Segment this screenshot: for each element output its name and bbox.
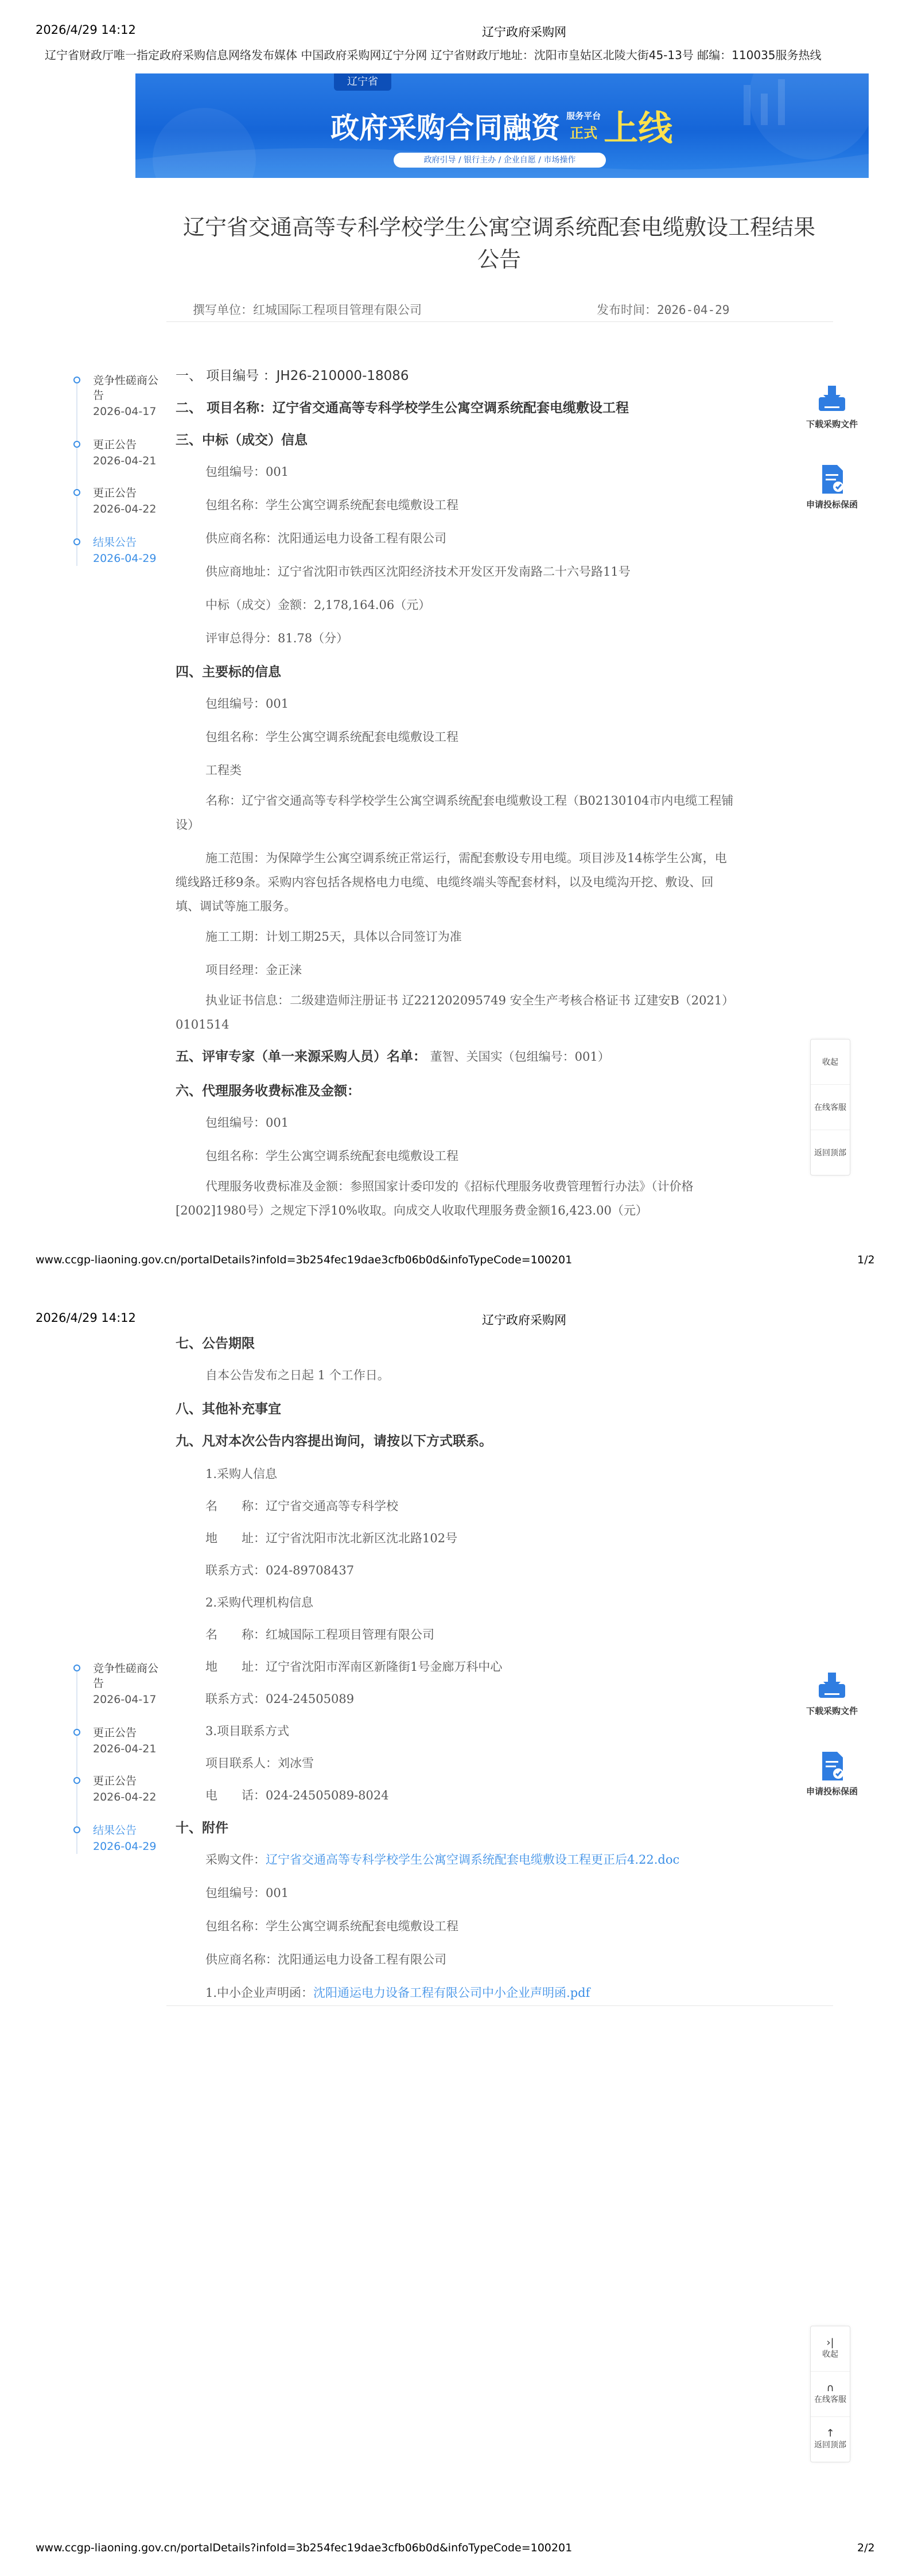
print-datetime: 2026/4/29 14:12 (36, 23, 136, 37)
title-divider (166, 321, 833, 322)
timeline-item[interactable]: 更正公告 2026-04-22 (93, 487, 157, 515)
attachment-pkg-no: 包组编号：001 (205, 1886, 289, 1900)
content-end-divider (166, 2005, 833, 2006)
print-url: www.ccgp-liaoning.gov.cn/portalDetails?infoId=3b254fec19dae3cfb06b0d&infoTypeCode=100201 (36, 1254, 573, 1266)
section-supplement: 八、其他补充事宜 (176, 1402, 281, 1417)
timeline-item[interactable]: 更正公告 2026-04-22 (93, 1775, 157, 1803)
contact-buyer-tel: 联系方式：024-89708437 (205, 1564, 355, 1577)
attachment-supplier: 供应商名称：沈阳通运电力设备工程有限公司 (205, 1953, 446, 1966)
timeline-dot (73, 1826, 80, 1833)
procurement-file-link[interactable]: 辽宁省交通高等专科学校学生公寓空调系统配套电缆敷设工程更正后4.22.doc (266, 1853, 680, 1867)
section-agency-fee: 六、代理服务收费标准及金额： (176, 1084, 360, 1099)
timeline-dot (73, 1777, 80, 1784)
award-pkg-name: 包组名称：学生公寓空调系统配套电缆敷设工程 (205, 498, 458, 512)
apply-guarantee-button[interactable]: 申请投标保函 (803, 1751, 861, 1797)
timeline-dot (73, 1665, 80, 1671)
banner-launch: 上线 (604, 108, 673, 149)
subject-pkg-no: 包组编号：001 (205, 697, 289, 711)
print-site-title: 辽宁政府采购网 (482, 25, 566, 39)
timeline-item[interactable]: 竞争性磋商公 告 2026-04-17 (93, 1662, 159, 1706)
award-pkg-no: 包组编号：001 (205, 465, 289, 479)
publish-date: 2026-04-29 (657, 303, 730, 317)
timeline-item-active[interactable]: 结果公告 2026-04-29 (93, 536, 157, 565)
download-icon (816, 383, 847, 414)
publish-meta: 发布时间：2026-04-29 (597, 303, 730, 317)
site-info-text: 辽宁省财政厅唯一指定政府采购信息网络发布媒体 中国政府采购网辽宁分网 辽宁省财政厅地址：沈阳市皇姑区北陵大街45-13号 邮编：110035服务热线 (45, 48, 822, 62)
contact-project-tel: 电 话：024-24505089-8024 (205, 1789, 389, 1802)
section-experts: 五、评审专家（单一来源采购人员）名单： 董智、关国实（包组编号：001） (176, 1049, 610, 1064)
timeline-dot (73, 377, 80, 383)
contact-agency-heading: 2.采购代理机构信息 (205, 1596, 314, 1609)
subject-period: 施工工期：计划工期25天，具体以合同签订为准 (205, 930, 462, 944)
award-score: 评审总得分：81.78（分） (205, 631, 349, 645)
arrow-up-icon: ↑ (826, 2427, 835, 2439)
timeline-dot (73, 538, 80, 545)
headset-icon: ∩ (826, 2382, 834, 2394)
timeline-item[interactable]: 竞争性磋商公 告 2026-04-17 (93, 374, 159, 418)
notice-period-text: 自本公告发布之日起 1 个工作日。 (205, 1368, 390, 1382)
document-icon (816, 1751, 847, 1782)
section-project-name: 二、 项目名称：辽宁省交通高等专科学校学生公寓空调系统配套电缆敷设工程 (176, 401, 629, 416)
apply-guarantee-button[interactable]: 申请投标保函 (803, 464, 861, 510)
contact-agency-name: 名 称：红城国际工程项目管理有限公司 (205, 1628, 434, 1642)
award-amount: 中标（成交）金额：2,178,164.06（元） (205, 598, 431, 612)
back-to-top-button[interactable]: ↑ 返回顶部 (814, 2427, 846, 2450)
subject-manager: 项目经理：金正涞 (205, 963, 302, 977)
timeline-dot (73, 441, 80, 448)
section-award-info: 三、中标（成交）信息 (176, 433, 308, 448)
contact-project-heading: 3.项目联系方式 (205, 1724, 290, 1738)
section-contact: 九、凡对本次公告内容提出询问，请按以下方式联系。 (176, 1434, 492, 1449)
contact-agency-address: 地 址：辽宁省沈阳市浑南区新隆街1号金廊万科中心 (205, 1660, 503, 1674)
subject-scope: 施工范围：为保障学生公寓空调系统正常运行，需配套敷设专用电缆。项目涉及14栋学生公寓，电 缆线路迁移9条。采购内容包括各规格电力电缆、电缆终端头等配套材料，以及电缆沟开挖、敷设、回 填、调试等施工服务。 (176, 851, 727, 913)
timeline-dot (73, 1729, 80, 1736)
download-docs-button[interactable]: 下载采购文件 (803, 1670, 861, 1717)
section-notice-period: 七、公告期限 (176, 1336, 255, 1351)
download-icon (816, 1670, 847, 1701)
subject-cert: 执业证书信息：二级建造师注册证书 辽221202095749 安全生产考核合格证书 辽建安B（2021） 0101514 (176, 994, 734, 1031)
collapse-button[interactable]: ›| 收起 (811, 2326, 850, 2372)
sme-declaration-link[interactable]: 沈阳通运电力设备工程有限公司中小企业声明函.pdf (313, 1986, 590, 2000)
fee-pkg-name: 包组名称：学生公寓空调系统配套电缆敷设工程 (205, 1149, 458, 1163)
banner-subline: 政府引导 / 银行主办 / 企业自愿 / 市场操作 (394, 153, 606, 168)
section-attachments: 十、附件 (176, 1821, 228, 1836)
contact-buyer-name: 名 称：辽宁省交通高等专科学校 (205, 1499, 398, 1513)
subject-type: 工程类 (205, 763, 242, 777)
online-service-button[interactable]: ∩ 在线客服 (811, 2372, 850, 2417)
banner-platform: 服务平台 (566, 111, 601, 121)
collapse-button[interactable]: 收起 (811, 1039, 850, 1085)
contact-project-person: 项目联系人：刘冰雪 (205, 1756, 314, 1770)
article-title: 辽宁省交通高等专科学校学生公寓空调系统配套电缆敷设工程结果 公告 (182, 215, 815, 272)
subject-name: 名称：辽宁省交通高等专科学校学生公寓空调系统配套电缆敷设工程（B02130104市内电缆工程铺 设） (176, 794, 734, 832)
author: 红城国际工程项目管理有限公司 (253, 303, 422, 317)
timeline-dot (73, 489, 80, 496)
collapse-icon: ›| (826, 2337, 834, 2349)
fee-standard: 代理服务收费标准及金额：参照国家计委印发的《招标代理服务收费管理暂行办法》（计价格 [2002]1980号）之规定下浮10%收取。向成交人收取代理服务费金额16,423.00（元） (176, 1180, 694, 1217)
back-to-top-button[interactable]: 返回顶部 (814, 1149, 846, 1158)
contact-agency-tel: 联系方式：024-24505089 (205, 1692, 355, 1706)
print-datetime: 2026/4/29 14:12 (36, 1311, 136, 1325)
section-main-subject: 四、主要标的信息 (176, 665, 281, 680)
banner-title: 政府采购合同融资 (330, 111, 560, 145)
subject-pkg-name: 包组名称：学生公寓空调系统配套电缆敷设工程 (205, 730, 458, 744)
document-icon (816, 464, 847, 495)
timeline-item-active[interactable]: 结果公告 2026-04-29 (93, 1824, 157, 1853)
floating-toolbar (810, 2326, 850, 2462)
promo-banner[interactable] (135, 73, 869, 178)
print-page-number: 1/2 (857, 1254, 875, 1266)
article-meta: 撰写单位：红城国际工程项目管理有限公司 (193, 303, 422, 317)
timeline-item[interactable]: 更正公告 2026-04-21 (93, 439, 157, 467)
attachment-procurement: 采购文件：辽宁省交通高等专科学校学生公寓空调系统配套电缆敷设工程更正后4.22.doc (205, 1853, 680, 1867)
print-url: www.ccgp-liaoning.gov.cn/portalDetails?infoId=3b254fec19dae3cfb06b0d&infoTypeCode=100201 (36, 2542, 573, 2554)
award-supplier-address: 供应商地址：辽宁省沈阳市铁西区沈阳经济技术开发区开发南路二十六号路11号 (205, 565, 631, 579)
fee-pkg-no: 包组编号：001 (205, 1116, 289, 1130)
banner-official: 正式 (570, 125, 598, 141)
contact-buyer-address: 地 址：辽宁省沈阳市沈北新区沈北路102号 (205, 1531, 458, 1545)
banner-tag: 辽宁省 (334, 73, 391, 91)
print-page-number: 2/2 (857, 2542, 875, 2554)
attachment-sme: 1.中小企业声明函：沈阳通运电力设备工程有限公司中小企业声明函.pdf (205, 1986, 590, 2000)
online-service-button[interactable]: 在线客服 (811, 1085, 850, 1130)
download-docs-button[interactable]: 下载采购文件 (803, 383, 861, 430)
award-supplier: 供应商名称：沈阳通运电力设备工程有限公司 (205, 532, 446, 545)
timeline-item[interactable]: 更正公告 2026-04-21 (93, 1727, 157, 1755)
floating-toolbar (810, 1039, 850, 1176)
attachment-pkg-name: 包组名称：学生公寓空调系统配套电缆敷设工程 (205, 1919, 458, 1933)
section-project-no: 一、 项目编号 ：JH26-210000-18086 (176, 368, 409, 383)
print-site-title: 辽宁政府采购网 (482, 1313, 566, 1327)
contact-buyer-heading: 1.采购人信息 (205, 1467, 278, 1481)
